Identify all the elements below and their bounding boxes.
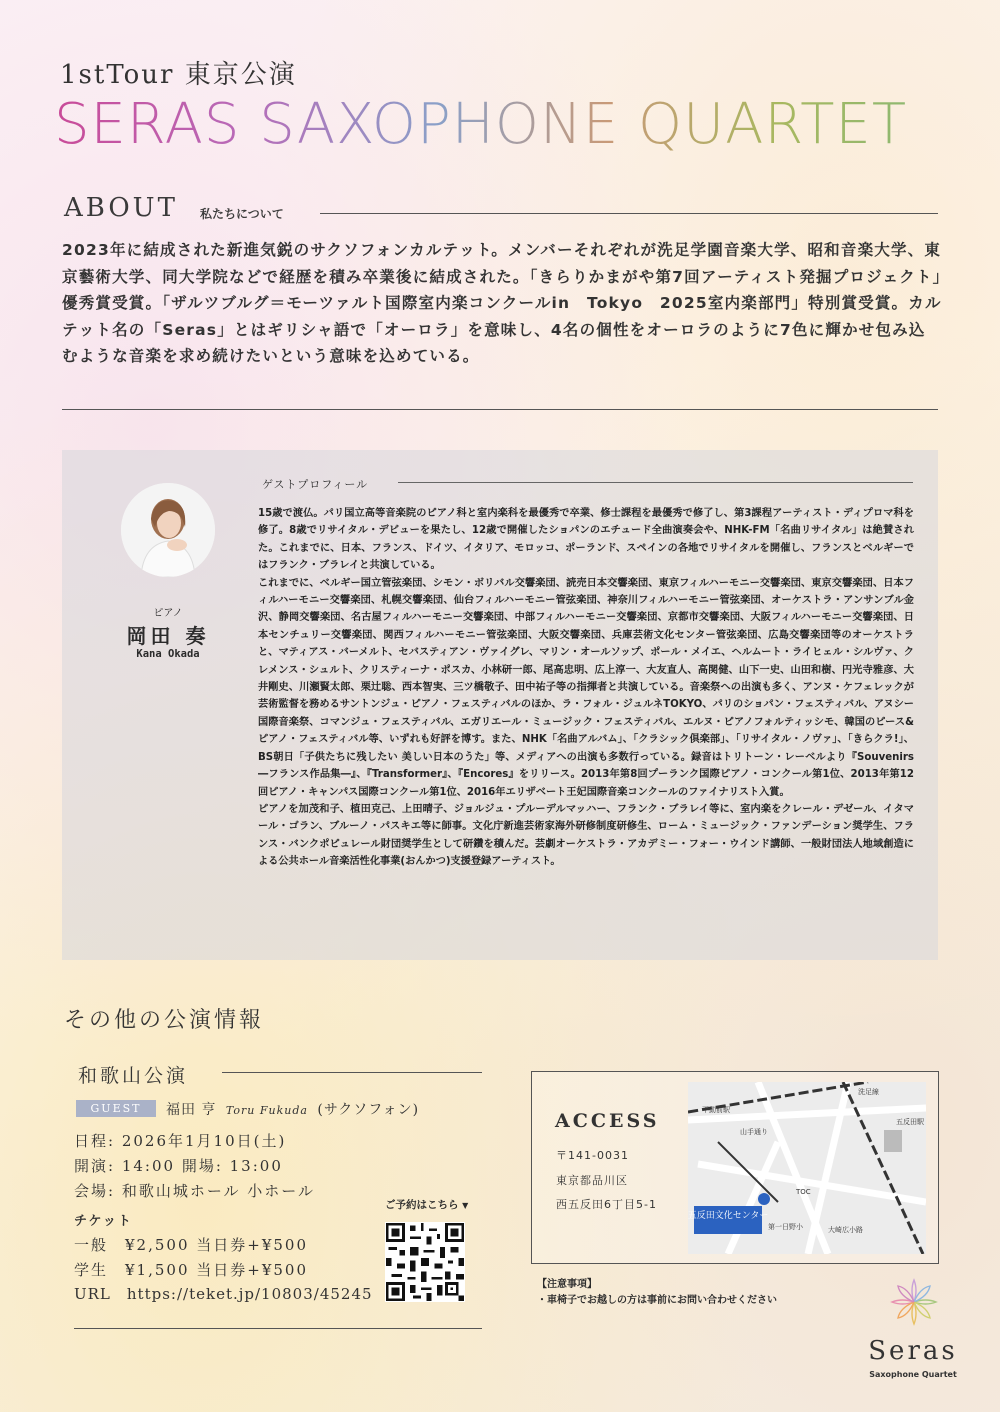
about-subheading: 私たちについて: [200, 207, 284, 221]
guest-profile-divider: [398, 482, 913, 483]
ticket-url[interactable]: URL https://teket.jp/10803/45245: [74, 1285, 373, 1303]
concert-venue: 会場: 和歌山城ホール 小ホール: [74, 1182, 315, 1200]
page-title: SERAS SAXOPHONE QUARTET: [54, 92, 908, 157]
ticket-student: 学生 ¥1,500 当日券+¥500: [74, 1261, 308, 1279]
guest-role: ピアノ: [153, 608, 183, 619]
notes-text: ・車椅子でお越しの方は事前にお問い合わせください: [537, 1295, 777, 1306]
map-toc-label: TOC: [796, 1188, 811, 1196]
profile-paragraph: これまでに、ベルギー国立管弦楽団、シモン・ボリバル交響楽団、読売日本交響楽団、東京フィルハーモニー交響楽団、東京交響楽団、日本フィルハーモニー交響楽団、札幌交響楽団、仙台フィルハーモニー管弦楽団、神奈川フィルハーモニー管弦楽団、オーケストラ・アンサンブル金沢、静岡交響楽団、名古屋フィルハーモニー交響楽団、中部フィルハーモニー交響楽団、京都市交響楽団、大阪フィルハーモニー交響楽団、日本センチュリー交響楽団、関西フィルハーモニー管弦楽団、大阪交響楽団、兵庫芸術文化センター管弦楽団、広島交響楽団等のオーケストラと、マティアス・バーメルト、セバスティアン・ヴァイグレ、マリン・オールソップ、ポール・メイエ、ヘルムート・ライヒェル・シルヴァ、クレメンス・シュルト、クリスティーナ・ポスカ、小林研一郎、尾高忠明、広上淳一、大友直人、高関健、山下一史、山田和樹、円光寺雅彦、大井剛史、川瀬賢太郎、栗辻聡、西本智実、三ツ橋敬子、田中祐子等の指揮者と共演している。音楽祭への出演も多く、アンヌ・ケフェレックが芸術監督を務めるサントンジュ・ピアノ・フェスティバルのほか、ラ・フォル・ジュルネTOKYO、パリのショパン・フェスティバル、アヌシー国際音楽祭、コマンジュ・フェスティバル、エガリエール・ミュージック・フェスティバル、エルヌ・ピアノフォルティッシモ、韓国のピース&ピアノ・フェスティバル等、いずれも好評を博す。また、NHK「名曲アルバム」、「クラシック倶楽部」、「リサイタル・ノヴァ」、「きらクラ!」、BS朝日「子供たちに残したい 美しい日本のうた」等、メディアへの出演も多数行っている。録音はトリトーン・レーベルより『Souvenirs ―フランス作品集―』、『Transformer』、『Encores』をリリース。2013年第8回プーランク国際ピアノ・コンクール第1位、2013年第12回ピアノ・キャンパス国際コンクール第1位、2016年エリザベート王妃国際音楽コンクールのファイナリスト入賞。: [258, 577, 914, 798]
about-bottom-divider: [62, 409, 938, 410]
concert-guest-name: 福田 亨: [166, 1102, 217, 1118]
tour-label: 1stTour 東京公演: [60, 60, 297, 90]
map-senzoku-label: 洗足線: [858, 1088, 879, 1096]
guest-photo: [121, 483, 215, 577]
access-postal: 〒141-0031: [556, 1149, 629, 1162]
map-venue-label: 五反田文化センター: [688, 1211, 769, 1221]
map-school-label: 第一日野小: [768, 1223, 803, 1231]
about-heading: ABOUT: [64, 193, 178, 223]
qr-code[interactable]: [385, 1222, 465, 1302]
map-station-label: 五反田駅: [896, 1118, 924, 1126]
logo-name: Seras: [868, 1336, 958, 1366]
guest-profile-text: [258, 505, 914, 871]
map-osaki-label: 大崎広小路: [828, 1226, 863, 1234]
other-concerts-heading: その他の公演情報: [64, 1008, 265, 1033]
qr-label-text: ご予約はこちら: [385, 1199, 459, 1211]
concert-guest-name-en: Toru Fukuda: [225, 1104, 308, 1117]
ticket-general: 一般 ¥2,500 当日券+¥500: [74, 1236, 308, 1254]
concert-guest-instrument: (サクソフォン): [317, 1102, 420, 1118]
guest-profile-label: ゲストプロフィール: [262, 478, 369, 491]
about-divider: [320, 213, 938, 214]
caret-down-icon: ▼: [462, 1201, 469, 1210]
concert-title-divider: [222, 1072, 482, 1073]
ticket-label: チケット: [74, 1214, 133, 1229]
about-text: 2023年に結成された新進気鋭のサクソフォンカルテット。メンバーそれぞれが洗足学園音楽大学、昭和音楽大学、東京藝術大学、同大学院などで経歴を積み卒業後に結成された。「きらりかまがや第7回アーティスト発掘プロジェクト」優秀賞受賞。「ザルツブルグ＝モーツァルト国際室内楽コンクールin Tokyo 2025室内楽部門」特別賞受賞。カルテット名の「Seras」とはギリシャ語で「オーロラ」を意味し、4名の個性をオーロラのように7色に輝かせ包み込むような音楽を求め続けたいという意味を込めている。: [62, 241, 942, 365]
logo-subtitle: Saxophone Quartet: [869, 1370, 957, 1379]
map-yamate-label: 山手通り: [740, 1128, 768, 1136]
profile-paragraph: ピアノを加茂和子、植田克己、上田晴子、ジョルジュ・プルーデルマッハー、フランク・ブラレイ等に、室内楽をクレール・デゼール、イタマール・ゴラン、ブルーノ・パスキエ等に師事。文化庁新進芸術家海外研修制度研修生、ローム・ミュージック・ファンデーション奨学生、フランス・バンクポピュレール財団奨学生として研鑽を積んだ。芸劇オーケストラ・アカデミー・フォー・ウインド講師、一般財団法人地域創造による公共ホール音楽活性化事業(おんかつ)支援登録アーティスト。: [258, 803, 914, 868]
concert-bottom-divider: [74, 1328, 482, 1329]
profile-paragraph: 15歳で渡仏。パリ国立高等音楽院のピアノ科と室内楽科を最優秀で卒業、修士課程を最優秀で修了し、第3課程アーティスト・ディプロマ科を修了。8歳でリサイタル・デビューを果たし、12歳で開催したショパンのエチュード全曲演奏会や、NHK-FM「名曲リサイタル」は絶賛された。これまでに、日本、フランス、ドイツ、イタリア、モロッコ、ポーランド、スペインの各地でリサイタルを開催し、フランスとベルギーではフランク・ブラレイと共演している。: [258, 508, 914, 572]
map-fudomae-label: 不動前駅: [702, 1106, 730, 1114]
guest-name: 岡田 奏: [126, 624, 210, 648]
qr-label: [385, 1197, 468, 1212]
access-heading: ACCESS: [555, 1110, 660, 1132]
access-map[interactable]: [688, 1082, 926, 1254]
concert-title: 和歌山公演: [78, 1065, 189, 1087]
concert-date: 日程: 2026年1月10日(土): [74, 1132, 287, 1150]
concert-time: 開演: 14:00 開場: 13:00: [74, 1157, 283, 1175]
access-city: 東京都品川区: [556, 1174, 628, 1187]
notes-heading: 【注意事項】: [537, 1279, 597, 1290]
access-street: 西五反田6丁目5-1: [556, 1198, 657, 1211]
concert-guest: [166, 1099, 419, 1119]
guest-name-en: Kana Okada: [136, 648, 200, 660]
guest-badge: GUEST: [76, 1100, 156, 1117]
